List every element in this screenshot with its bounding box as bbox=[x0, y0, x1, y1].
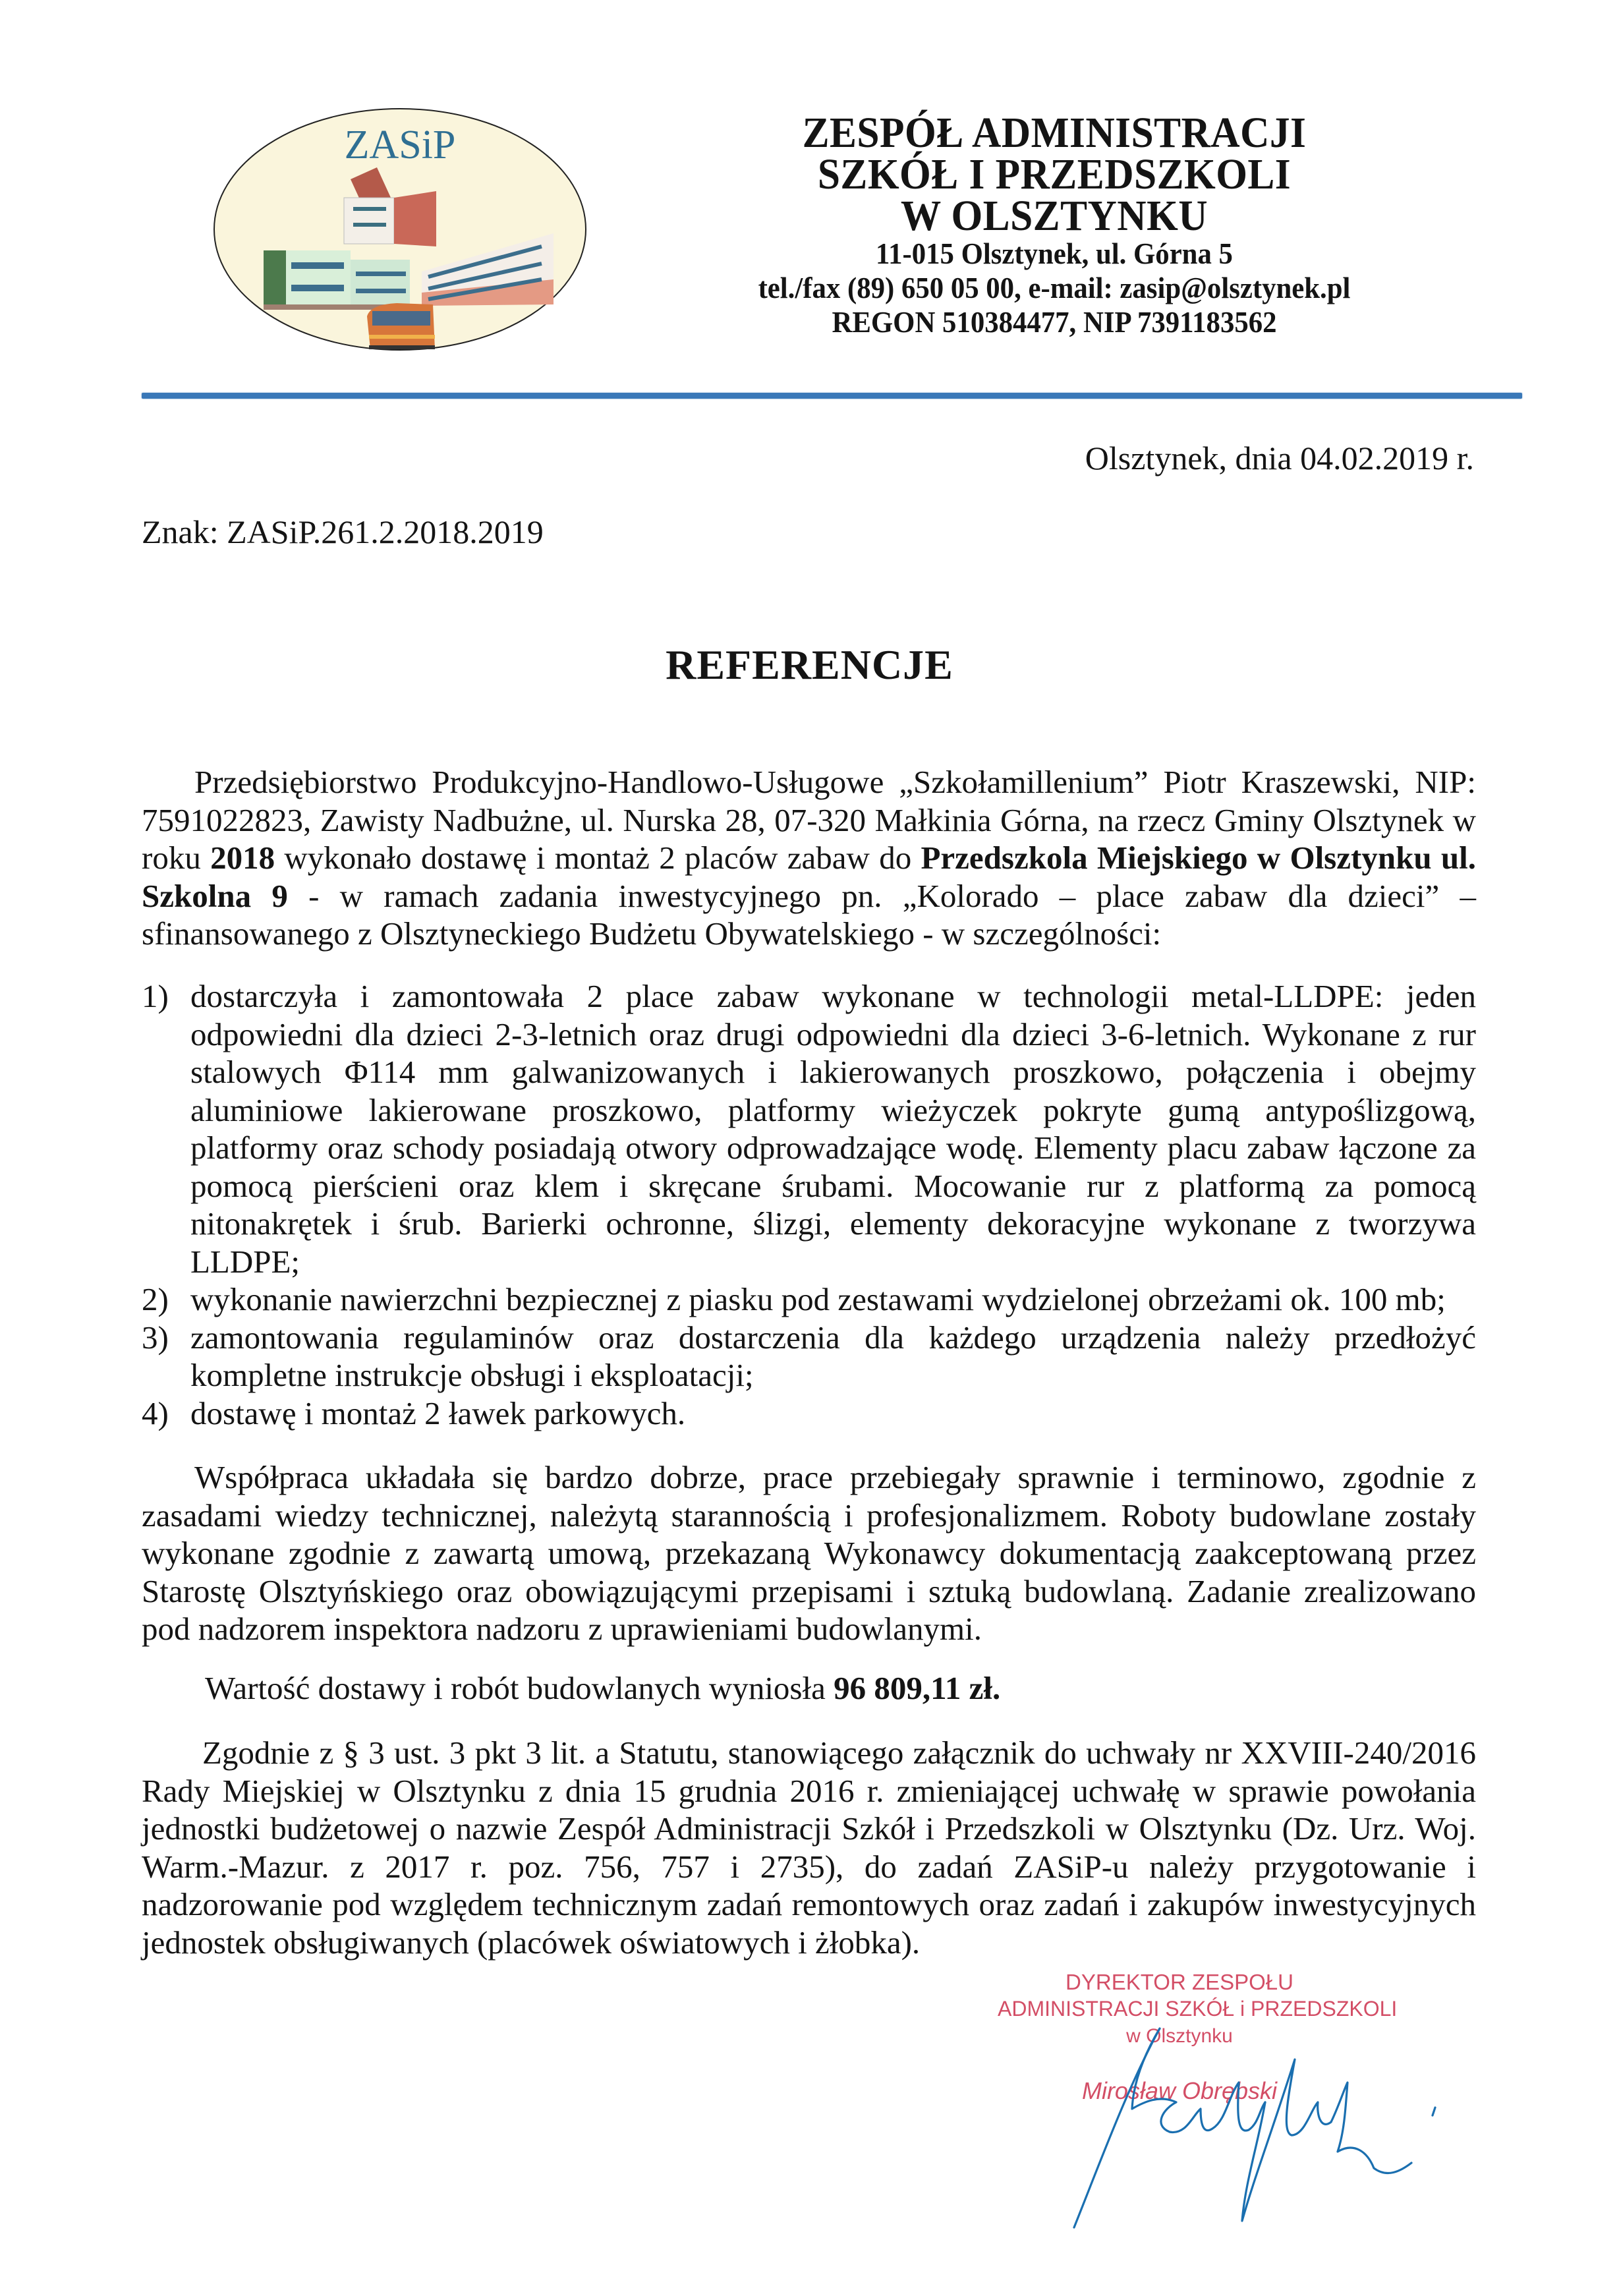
cooperation-paragraph: Współpraca układała się bardzo dobrze, prace przebiegały sprawnie i terminowo, zgodnie z zasadami wiedzy technicznej, należytą starannością i profesjonalizmem. Roboty budowlane zostały wykonane zgodnie z zawartą umową, przekazaną Wykonawcy dokumentacją zaakceptowaną przez Starostę Olsztyńskiego oraz obowiązującymi przepisami i sztuką budowlaną. Zadanie zrealizowano pod nadzorem inspektora nadzoru z uprawieniami budowlanymi. bbox=[142, 1459, 1476, 1647]
organization-registry: REGON 510384477, NIP 7391183562 bbox=[832, 305, 1277, 339]
organization-contact: tel./fax (89) 650 05 00, e-mail: zasip@olsztynek.pl bbox=[758, 271, 1351, 304]
organization-address: 11-015 Olsztynek, ul. Górna 5 bbox=[876, 237, 1233, 270]
intro-paragraph bbox=[142, 763, 1476, 953]
document-title: REFERENCJE bbox=[666, 641, 953, 688]
list-item-number: 3) bbox=[142, 1319, 169, 1356]
scope-list bbox=[142, 977, 1476, 1432]
organization-header bbox=[685, 109, 1423, 339]
value-label: Wartość dostawy i robót budowlanych wyniosła bbox=[205, 1670, 834, 1706]
organization-name-line-3: W OLSZTYNKU bbox=[900, 192, 1208, 240]
document-date: Olsztynek, dnia 04.02.2019 r. bbox=[1085, 440, 1474, 476]
intro-year: 2018 bbox=[210, 840, 275, 876]
stamp-line-1: DYREKTOR ZESPOŁU bbox=[1065, 1970, 1293, 1994]
list-item-text: zamontowania regulaminów oraz dostarczenia dla każdego urządzenia należy przedłożyć kompletne instrukcje obsługi i eksploatacji; bbox=[190, 1319, 1476, 1393]
list-item bbox=[142, 1280, 1476, 1319]
list-item-text: dostarczyła i zamontowała 2 place zabaw wykonane w technologii metal-LLDPE: jeden odpowiedni dla dzieci 2-3-letnich oraz drugi odpowiedni dla dzieci 3-6-letnich. Wykonane z rur stalowych Φ114 mm galwanizowanych i lakierowanych proszkowo, połączenia i obejmy aluminiowe lakierowane proszkowo, platformy wieżyczek pokryte gumą antypoślizgową, platformy oraz schody posiadają otwory odprowadzające wodę. Elementy placu zabaw łączone za pomocą pierścieni oraz klem i skręcane śrubami. Mocowanie rur z platformą za pomocą nitonakrętek i śrub. Barierki ochronne, ślizgi, elementy dekoracyjne wykonane z tworzywa LLDPE; bbox=[190, 978, 1476, 1280]
document-reference-number: Znak: ZASiP.261.2.2018.2019 bbox=[142, 513, 544, 550]
header-separator bbox=[142, 393, 1522, 399]
value-paragraph bbox=[142, 1669, 1476, 1708]
logo-text: ZASiP bbox=[344, 123, 456, 167]
stamp-line-3: w Olsztynku bbox=[1126, 2025, 1233, 2047]
stamp-line-2: ADMINISTRACJI SZKÓŁ i PRZEDSZKOLI bbox=[998, 1997, 1398, 2021]
organization-name-line-2: SZKÓŁ I PRZEDSZKOLI bbox=[817, 150, 1292, 198]
list-item bbox=[142, 977, 1476, 1280]
intro-text-3: - w ramach zadania inwestycyjnego pn. „Kolorado – place zabaw dla dzieci” – sfinansowanego z Olsztyneckiego Budżetu Obywatelskiego - w szczególności: bbox=[142, 877, 1477, 952]
list-item-text: dostawę i montaż 2 ławek parkowych. bbox=[190, 1394, 686, 1431]
list-item bbox=[142, 1319, 1476, 1394]
stamp-director-name: Mirosław Obrębski bbox=[1081, 2077, 1278, 2104]
list-item-text: wykonanie nawierzchni bezpiecznej z piasku pod zestawami wydzielonej obrzeżami ok. 100 mb; bbox=[190, 1281, 1446, 1317]
intro-institution: Przedszkola Miejskiego w Olsztynku ul. Szkolna 9 bbox=[142, 840, 1476, 914]
school-bus-icon bbox=[367, 303, 435, 349]
organization-name-line-1: ZESPÓŁ ADMINISTRACJI bbox=[802, 109, 1307, 157]
list-item-number: 2) bbox=[142, 1281, 169, 1317]
value-amount: 96 809,11 zł. bbox=[834, 1670, 1001, 1706]
list-item-number: 4) bbox=[142, 1394, 169, 1431]
list-item-number: 1) bbox=[142, 978, 169, 1014]
intro-text-2: wykonało dostawę i montaż 2 placów zabaw do bbox=[275, 840, 921, 876]
intro-text-1: Przedsiębiorstwo Produkcyjno-Handlowo-Usługowe „Szkołamillenium” Piotr Kraszewski, NIP: 7591022823, Zawisty Nadbużne, ul. Nurska 28, 07-320 Małkinia Górna, na rzecz Gminy Olsztynek w roku bbox=[142, 764, 1476, 876]
handwritten-signature bbox=[1028, 2010, 1489, 2247]
zasip-logo bbox=[212, 107, 588, 352]
legal-basis-paragraph: Zgodnie z § 3 ust. 3 pkt 3 lit. a Statutu, stanowiącego załącznik do uchwały nr XXVIII-240/2016 Rady Miejskiej w Olsztynku z dnia 15 grudnia 2016 r. zmieniającej uchwałę w sprawie powołania jednostki budżetowej o nazwie Zespół Administracji Szkół i Przedszkoli w Olsztynku (Dz. Urz. Woj. Warm.-Mazur. z 2017 r. poz. 756, 757 i 2735), do zadań ZASiP-u należy przygotowanie i nadzorowanie pod względem technicznym zadań remontowych oraz zadań i zakupów inwestycyjnych jednostek obsługiwanych (placówek oświatowych i żłobka). bbox=[142, 1735, 1476, 1961]
list-item bbox=[142, 1394, 1476, 1433]
